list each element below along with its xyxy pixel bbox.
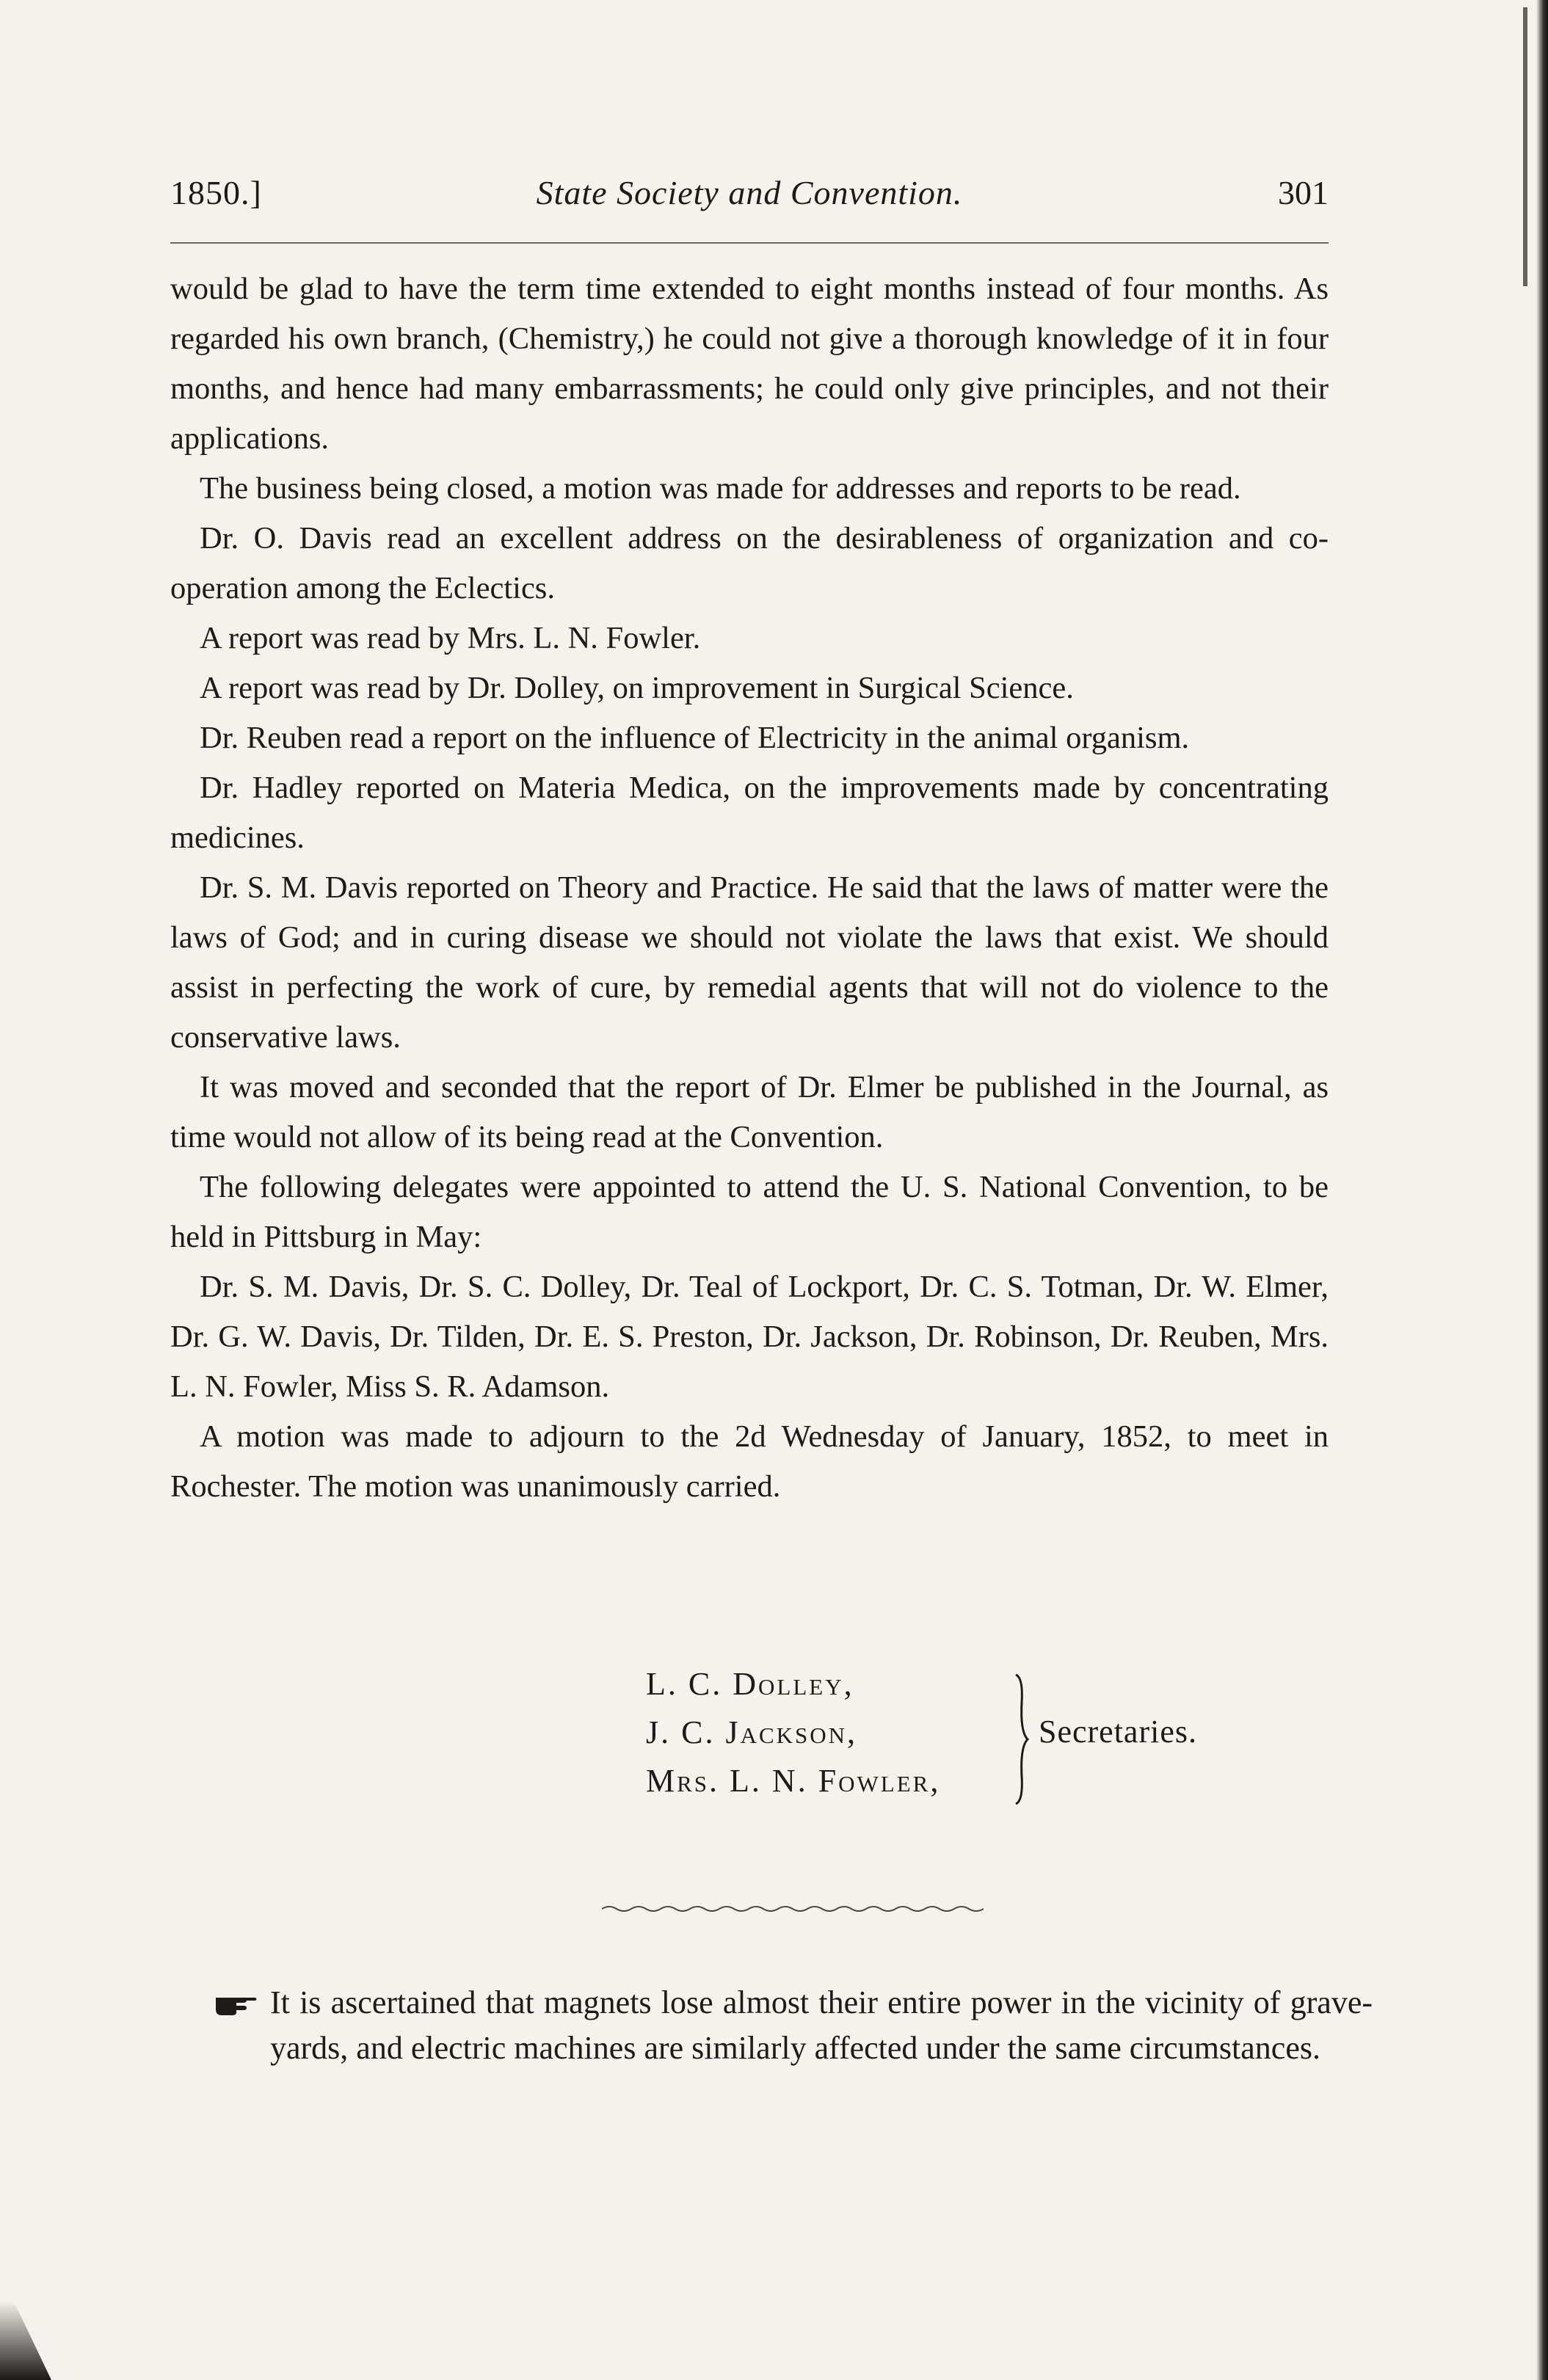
footnote-text bbox=[214, 1980, 1373, 2071]
footnote bbox=[170, 1980, 1373, 2071]
paragraph: A report was read by Dr. Dolley, on improvement in Surgical Science. bbox=[200, 671, 1074, 705]
paragraph: It was moved and seconded that the report of Dr. Elmer be published in the Journal, as time would not allow of its being read at the Convention. bbox=[170, 1070, 1329, 1154]
signature-role: Secretaries. bbox=[1039, 1714, 1197, 1750]
paragraph: Dr. O. Davis read an excellent address on the desirableness of organization and co-operation among the Eclectics. bbox=[170, 521, 1329, 605]
paragraph: Dr. Hadley reported on Materia Medica, on the improvements made by concentrating medicines. bbox=[170, 771, 1329, 855]
footnote-paragraph bbox=[170, 1980, 1373, 2071]
pointing-hand-icon bbox=[214, 1987, 258, 2017]
signature-name: Mrs. L. N. Fowler, bbox=[646, 1763, 941, 1799]
paragraph: Dr. S. M. Davis reported on Theory and Practice. He said that the laws of matter were the laws of God; and in curing disease we should not violate the laws that exist. We should assist in perfecting the work of cure, by remedial agents that will not do violence to the conservative laws. bbox=[170, 870, 1329, 1055]
page-edge-shadow bbox=[1536, 0, 1548, 2380]
paragraph: The business being closed, a motion was made for addresses and reports to be read. bbox=[200, 471, 1241, 506]
signature-name: J. C. Jackson, bbox=[646, 1714, 858, 1750]
body-text bbox=[170, 264, 1329, 1512]
paragraph: would be glad to have the term time extended to eight months instead of four months. As regarded his own branch, (Chemistry,) he could not give a thorough knowledge of it in four months, and hence had many embarrassments; he could only give principles, and not their applications. bbox=[170, 272, 1329, 456]
paragraph: A motion was made to adjourn to the 2d Wednesday of January, 1852, to meet in Rochester. The motion was unanimously carried. bbox=[170, 1419, 1329, 1504]
running-header bbox=[170, 173, 1329, 217]
page-corner-shadow bbox=[0, 2292, 51, 2380]
signature-name: L. C. Dolley, bbox=[646, 1666, 854, 1702]
paragraph: Dr. Reuben read a report on the influence of Electricity in the animal organism. bbox=[200, 721, 1190, 755]
page-edge-mark bbox=[1523, 7, 1527, 286]
ornament-divider bbox=[602, 1904, 984, 1914]
paragraph: The following delegates were appointed to attend the U. S. National Convention, to be held in Pittsburg in May: bbox=[170, 1170, 1329, 1254]
page-number: 301 bbox=[1278, 174, 1329, 211]
header-year: 1850.] bbox=[170, 174, 262, 211]
paragraph: A report was read by Mrs. L. N. Fowler. bbox=[200, 621, 701, 655]
header-rule bbox=[170, 242, 1329, 244]
signature-block bbox=[646, 1660, 1307, 1829]
footnote-body: It is ascertained that magnets lose almost their entire power in the vicinity of grave-yards, and electric machines are similarly affected under the same circumstances. bbox=[270, 1984, 1373, 2066]
header-title: State Society and Convention. bbox=[536, 174, 963, 211]
signature-names bbox=[646, 1660, 940, 1805]
paragraph: Dr. S. M. Davis, Dr. S. C. Dolley, Dr. Teal of Lockport, Dr. C. S. Totman, Dr. W. Elmer, Dr. G. W. Davis, Dr. Tilden, Dr. E. S. Preston, Dr. Jackson, Dr. Robinson, Dr. Reuben, Mrs. L. N. Fowler, Miss S. R. Adamson. bbox=[170, 1270, 1329, 1404]
brace-icon bbox=[1013, 1673, 1031, 1805]
